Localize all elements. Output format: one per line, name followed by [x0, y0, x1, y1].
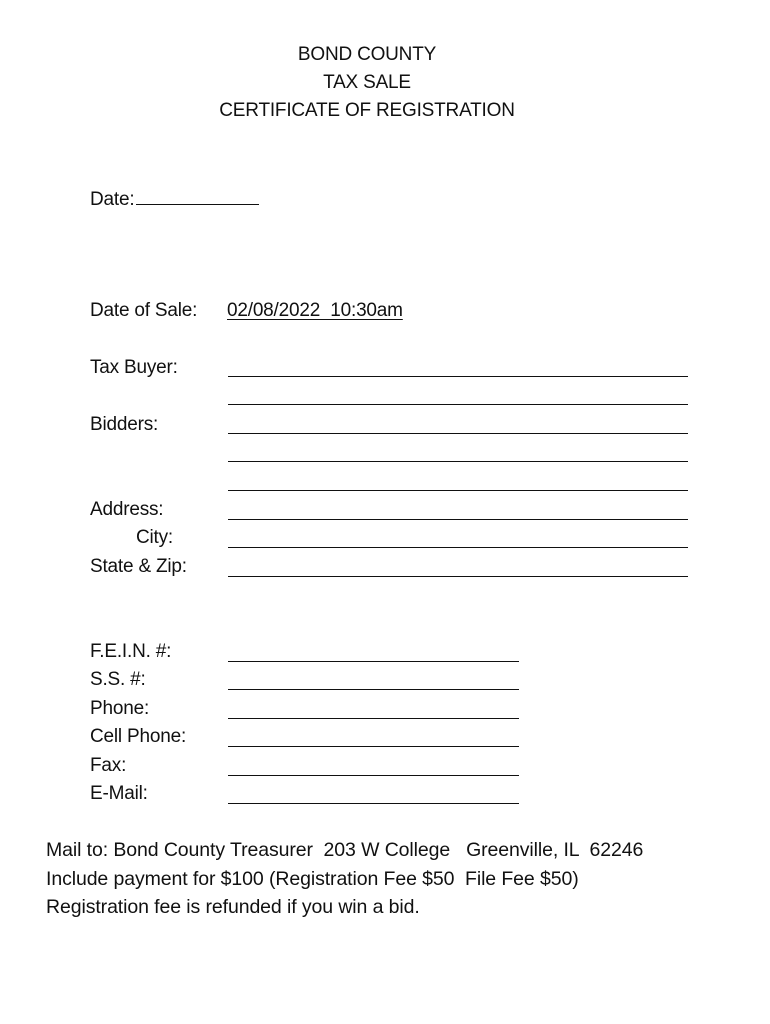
tax-buyer-label: Tax Buyer: — [90, 357, 178, 378]
date-field[interactable] — [90, 186, 259, 211]
city-line[interactable] — [228, 547, 688, 548]
tax-buyer-line[interactable] — [228, 376, 688, 377]
county-title: BOND COUNTY — [297, 44, 437, 65]
bidders-line-2[interactable] — [228, 461, 688, 462]
certificate-title: CERTIFICATE OF REGISTRATION — [219, 100, 515, 121]
fein-label: F.E.I.N. #: — [90, 641, 172, 662]
fein-line[interactable] — [228, 661, 519, 662]
cell-phone-line[interactable] — [228, 746, 519, 747]
bidders-line-1[interactable] — [228, 433, 688, 434]
state-zip-label: State & Zip: — [90, 556, 187, 577]
date-of-sale-value: 02/08/2022 10:30am — [227, 300, 403, 321]
state-zip-line[interactable] — [228, 576, 688, 577]
payment-instructions: Include payment for $100 (Registration Fee $50 File Fee $50) — [46, 868, 579, 890]
ss-line[interactable] — [228, 689, 519, 690]
mailing-instructions: Mail to: Bond County Treasurer 203 W College Greenville, IL 62246 — [46, 839, 644, 861]
tax-buyer-line-2[interactable] — [228, 404, 688, 405]
email-label: E-Mail: — [90, 783, 148, 804]
sale-title: TAX SALE — [323, 72, 411, 93]
phone-line[interactable] — [228, 718, 519, 719]
refund-note: Registration fee is refunded if you win a bid. — [46, 896, 420, 918]
address-line[interactable] — [228, 519, 688, 520]
date-label: Date: — [90, 189, 135, 210]
fax-line[interactable] — [228, 775, 519, 776]
bidders-label: Bidders: — [90, 414, 159, 435]
fax-label: Fax: — [90, 755, 127, 776]
date-of-sale-label: Date of Sale: — [90, 300, 198, 321]
city-label: City: — [136, 527, 174, 548]
address-label: Address: — [90, 499, 164, 520]
date-blank-line[interactable] — [136, 186, 259, 205]
cell-phone-label: Cell Phone: — [90, 726, 187, 747]
email-line[interactable] — [228, 803, 519, 804]
phone-label: Phone: — [90, 698, 150, 719]
bidders-line-3[interactable] — [228, 490, 688, 491]
ss-label: S.S. #: — [90, 669, 146, 690]
